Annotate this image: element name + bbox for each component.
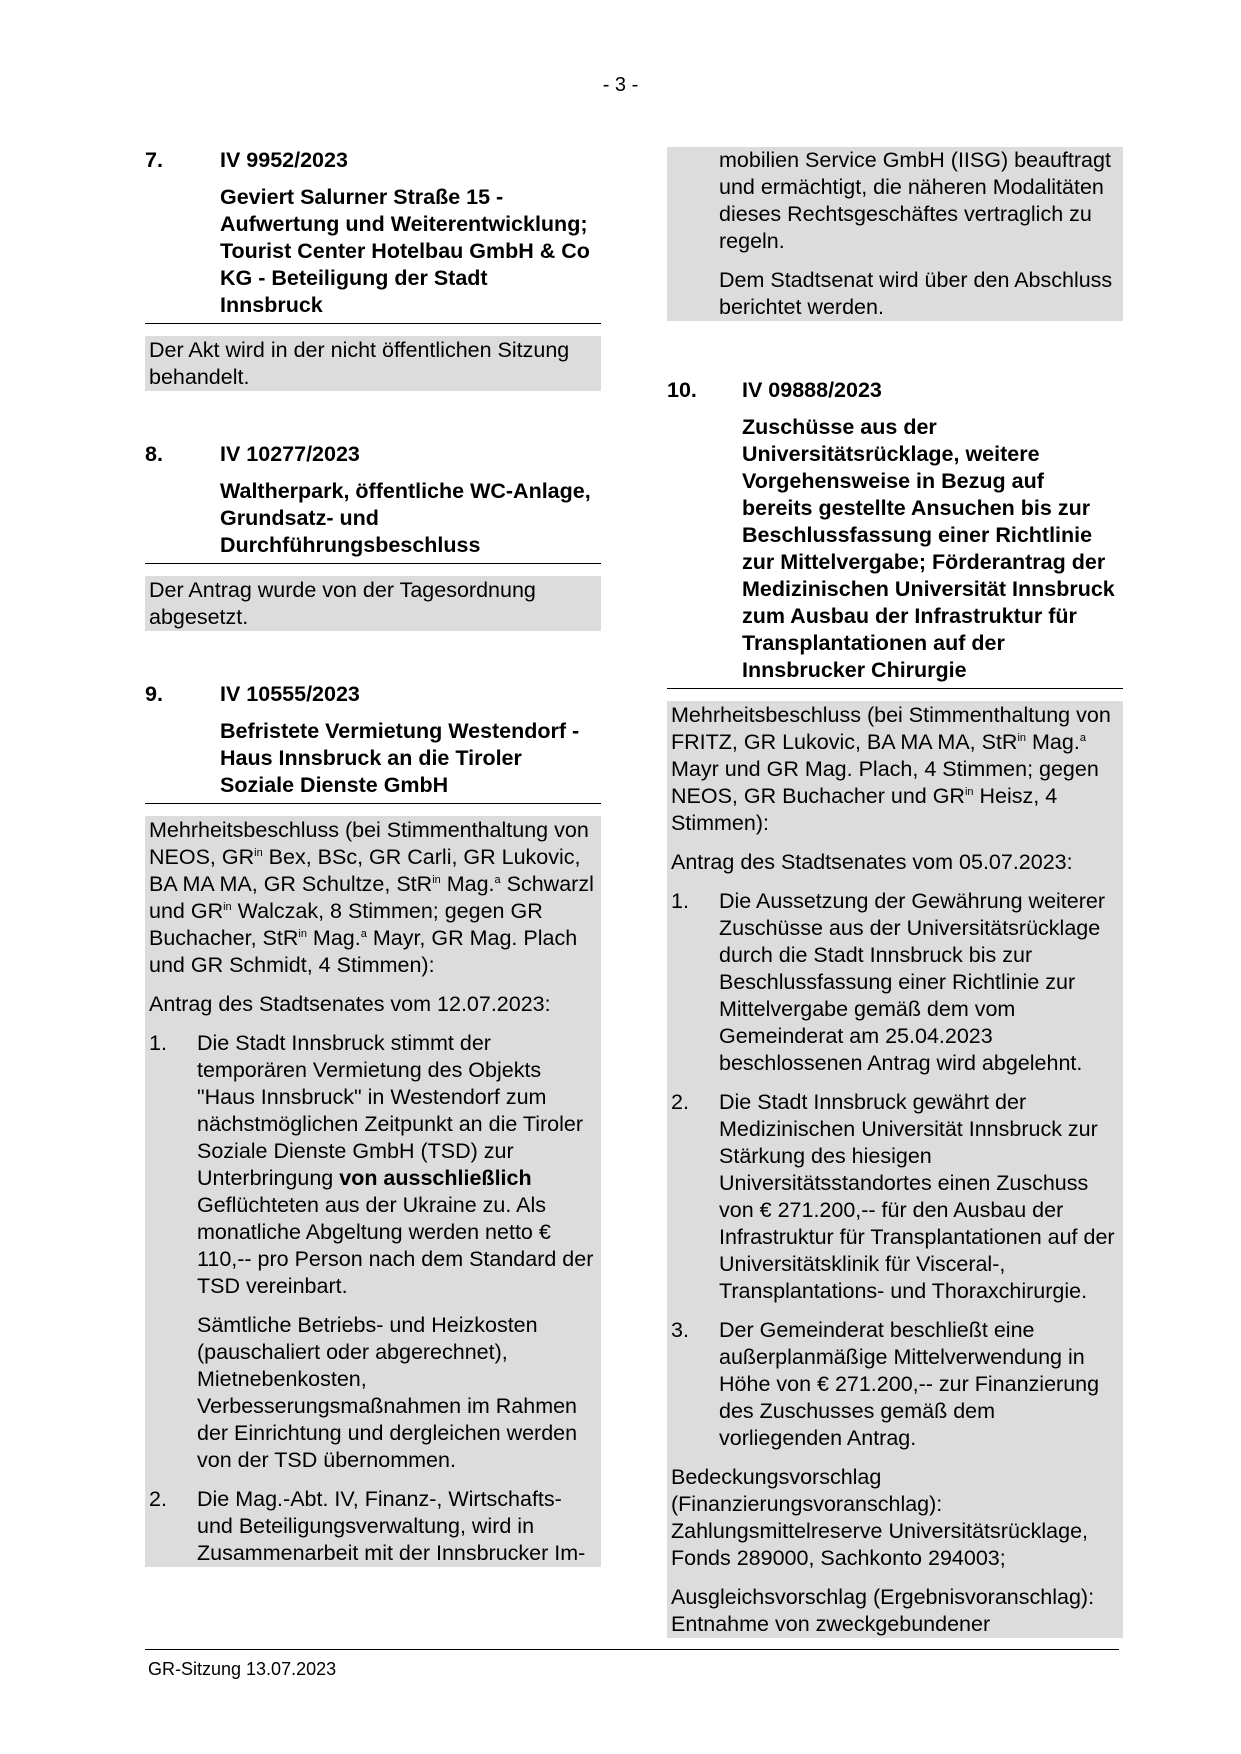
- agenda-item-10: [667, 377, 1123, 1638]
- list-item: 1. Die Aussetzung der Gewährung weiterer Zuschüsse aus der Universitätsrücklage durch die Stadt Innsbruck bis zur Beschlussfassung einer Richtlinie zur Mittelvergabe gemäß dem vom Gemeinderat am 25.04.2023 beschlossenen Antrag wird abgelehnt.: [671, 889, 1106, 1075]
- list-item-continuation: Sämtliche Betriebs- und Heizkosten (pauschaliert oder abgerechnet), Mietnebenkosten, Verbesserungsmaßnahmen im Rahmen der Einrichtung und dergleichen werden von der TSD übernommen.: [197, 1313, 578, 1472]
- item-header: [145, 681, 601, 708]
- item-title: Waltherpark, öffentliche WC-Anlage, Grundsatz- und Durchführungsbeschluss: [145, 478, 601, 564]
- right-column: [667, 147, 1123, 1638]
- antrag-line: Antrag des Stadtsenates vom 05.07.2023:: [671, 850, 1073, 874]
- continuation-text: Dem Stadtsenat wird über den Abschluss berichtet werden.: [719, 268, 1113, 319]
- footer-divider: [145, 1649, 1119, 1650]
- resolution-list: [671, 888, 1119, 1452]
- item-code: IV 09888/2023: [742, 378, 882, 402]
- item-result: [145, 336, 601, 391]
- item-result: [145, 816, 601, 1567]
- agenda-item-7: [145, 147, 601, 391]
- item-result: [145, 576, 601, 631]
- resolution-list: [149, 1030, 597, 1567]
- bedeckung-text: Bedeckungsvorschlag (Finanzierungsvoranschlag): Zahlungsmittelreserve Universitätsrücklage, Fonds 289000, Sachkonto 294003;: [671, 1465, 1089, 1570]
- list-item: 2. Die Mag.-Abt. IV, Finanz-, Wirtschafts- und Beteiligungsverwaltung, wird in Zusammenarbeit mit der Innsbrucker Im-: [149, 1487, 586, 1565]
- item-number: 7.: [145, 148, 163, 172]
- item-header: [145, 147, 601, 174]
- left-column: [145, 147, 601, 1579]
- item-code: IV 9952/2023: [220, 148, 348, 172]
- item-header: [667, 377, 1123, 404]
- item-9-continuation: [667, 147, 1123, 321]
- list-item: 1. Die Stadt Innsbruck stimmt der temporären Vermietung des Objekts "Haus Innsbruck" in Westendorf zum nächstmöglichen Zeitpunkt an die Tiroler Soziale Dienste GmbH (TSD) zur Unterbringung von ausschließlich Geflüchteten aus der Ukraine zu. Als monatliche Abgeltung werden netto € 110,-- pro Person nach dem Standard der TSD vereinbart.: [149, 1031, 594, 1298]
- item-title: Geviert Salurner Straße 15 - Aufwertung und Weiterentwicklung; Tourist Center Hotelbau GmbH & Co KG - Beteiligung der Stadt Innsbruck: [145, 184, 601, 324]
- agenda-item-9: [145, 681, 601, 1567]
- item-header: [145, 441, 601, 468]
- item-code: IV 10277/2023: [220, 442, 360, 466]
- item-number: 10.: [667, 378, 697, 402]
- item-number: 9.: [145, 682, 163, 706]
- continuation-text: mobilien Service GmbH (IISG) beauftragt und ermächtigt, die näheren Modalitäten dieses Rechtsgeschäftes vertraglich zu regeln.: [719, 148, 1111, 253]
- item-title: Zuschüsse aus der Universitätsrücklage, weitere Vorgehensweise in Bezug auf bereits gestellte Ansuchen bis zur Beschlussfassung einer Richtlinie zur Mittelvergabe; Förderantrag der Medizinischen Universität Innsbruck zum Ausbau der Infrastruktur für Transplantationen auf der Innsbrucker Chirurgie: [667, 414, 1123, 689]
- list-item: 2. Die Stadt Innsbruck gewährt der Medizinischen Universität Innsbruck zur Stärkung des hiesigen Universitätsstandortes einen Zuschuss von € 271.200,-- für den Ausbau der Infrastruktur für Transplantationen auf der Universitätsklinik für Visceral-, Transplantations- und Thoraxchirurgie.: [671, 1090, 1115, 1303]
- result-text: Der Akt wird in der nicht öffentlichen Sitzung behandelt.: [149, 338, 570, 389]
- item-result: [667, 701, 1123, 1638]
- list-item: 3. Der Gemeinderat beschließt eine außerplanmäßige Mittelverwendung in Höhe von € 271.200,-- zur Finanzierung des Zuschusses gemäß dem vorliegenden Antrag.: [671, 1318, 1100, 1450]
- item-title: Befristete Vermietung Westendorf - Haus Innsbruck an die Tiroler Soziale Dienste GmbH: [145, 718, 601, 804]
- result-text: Der Antrag wurde von der Tagesordnung abgesetzt.: [149, 578, 536, 629]
- page-number: - 3 -: [602, 74, 639, 96]
- ausgleich-text: Ausgleichsvorschlag (Ergebnisvoranschlag): Entnahme von zweckgebundener: [671, 1585, 1095, 1636]
- antrag-line: Antrag des Stadtsenates vom 12.07.2023:: [149, 992, 551, 1016]
- item-number: 8.: [145, 442, 163, 466]
- footer: GR-Sitzung 13.07.2023: [148, 1659, 337, 1679]
- vote-result: Mehrheitsbeschluss (bei Stimmenthaltung von FRITZ, GR Lukovic, BA MA MA, StR$^{in}$ Mag.$^a$ Mayr und GR Mag. Plach, 4 Stimmen; gegen NEOS, GR Buchacher und $GR^{in}$ Heisz, 4 Stimmen):: [671, 703, 1111, 835]
- agenda-item-8: [145, 441, 601, 631]
- vote-result: Mehrheitsbeschluss (bei Stimmenthaltung von NEOS, $GR^{in}$ Bex, BSc, GR Carli, GR Lukovic, BA MA MA, GR Schultze, StR$^{in}$ Mag.$^a$ Schwarzl und $GR^{in}$ Walczak, 8 Stimmen; gegen GR Buchacher, StR$^{in}$ Mag.$^a$ Mayr, GR Mag. Plach und GR Schmidt, 4 Stimmen):: [149, 818, 594, 977]
- item-code: IV 10555/2023: [220, 682, 360, 706]
